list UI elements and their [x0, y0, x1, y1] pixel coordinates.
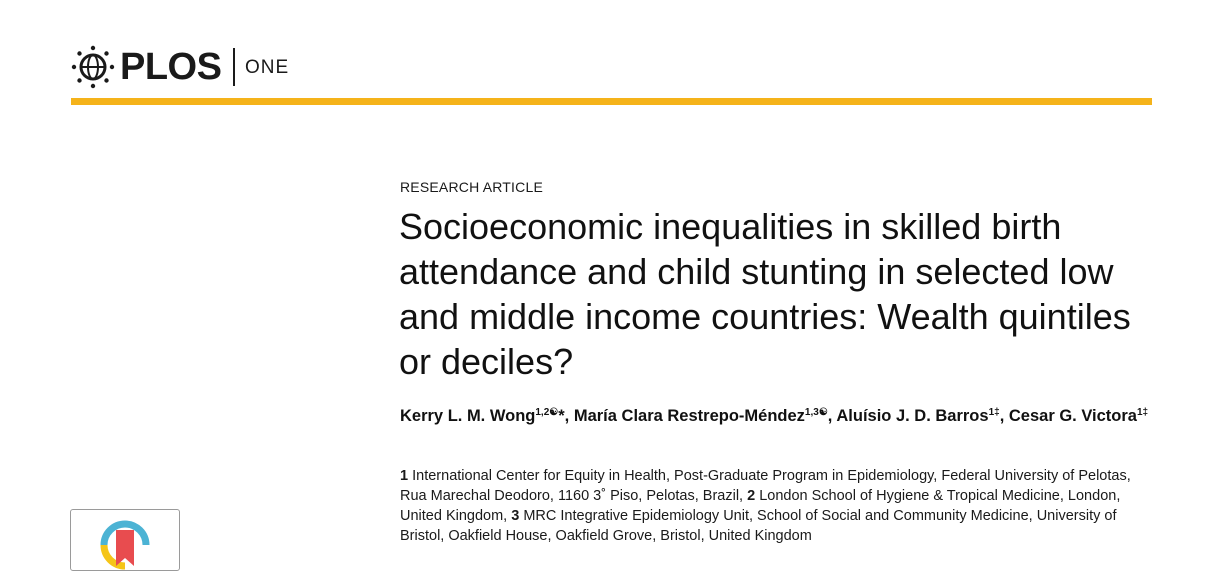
- header-accent-bar: [71, 98, 1152, 105]
- affiliation-number: 2: [747, 488, 756, 504]
- article-title: Socioeconomic inequalities in skilled birth attendance and child stunting in selected low and middle income countries: Wealth quintiles or deciles?: [399, 206, 1131, 382]
- logo-divider: [233, 48, 235, 86]
- affiliation-text: International Center for Equity in Health, Post-Graduate Program in Epidemiology, Federal University of Pelotas, Rua Marechal Deodoro, 1160 3˚ Piso, Pelotas, Brazil,: [400, 468, 1131, 504]
- check-for-updates-badge[interactable]: [70, 509, 180, 571]
- plos-globe-icon: [70, 44, 116, 90]
- author-affiliation-marker: 1‡: [988, 407, 1000, 418]
- corresponding-author-marker: *: [558, 407, 565, 425]
- author-affiliation-marker: 1,3☯: [804, 407, 828, 418]
- author-name[interactable]: María Clara Restrepo-Méndez: [573, 407, 805, 425]
- plos-one-logo[interactable]: [70, 44, 289, 90]
- affiliation-number: 3: [511, 508, 520, 524]
- logo-one-text: ONE: [244, 56, 290, 78]
- author-name[interactable]: Cesar G. Victora: [1008, 407, 1137, 425]
- affiliation-number: 1: [400, 468, 409, 484]
- logo-plos-text: PLOS: [120, 46, 222, 88]
- affiliations: [400, 466, 1160, 546]
- article-type-label: RESEARCH ARTICLE: [400, 179, 543, 195]
- author-name[interactable]: Kerry L. M. Wong: [400, 407, 536, 425]
- affiliation-text: London School of Hygiene & Tropical Medicine, London, United Kingdom,: [400, 488, 1121, 524]
- author-name[interactable]: Aluísio J. D. Barros: [836, 407, 989, 425]
- bookmark-check-icon: [96, 516, 154, 571]
- author-affiliation-marker: 1,2☯: [535, 407, 559, 418]
- author-affiliation-marker: 1‡: [1136, 407, 1149, 418]
- affiliation-text: MRC Integrative Epidemiology Unit, School of Social and Community Medicine, University of Bristol, Oakfield House, Oakfield Grove, Bristol, United Kingdom: [400, 508, 1117, 544]
- author-list: Kerry L. M. Wong$^{1,2☯}$*, María Clara Restrepo-Méndez$^{1,3☯}$, Aluísio J. D. Barros$^{1\ddagger}$, Cesar G. Victora$^{1\ddagger}$: [400, 407, 1149, 425]
